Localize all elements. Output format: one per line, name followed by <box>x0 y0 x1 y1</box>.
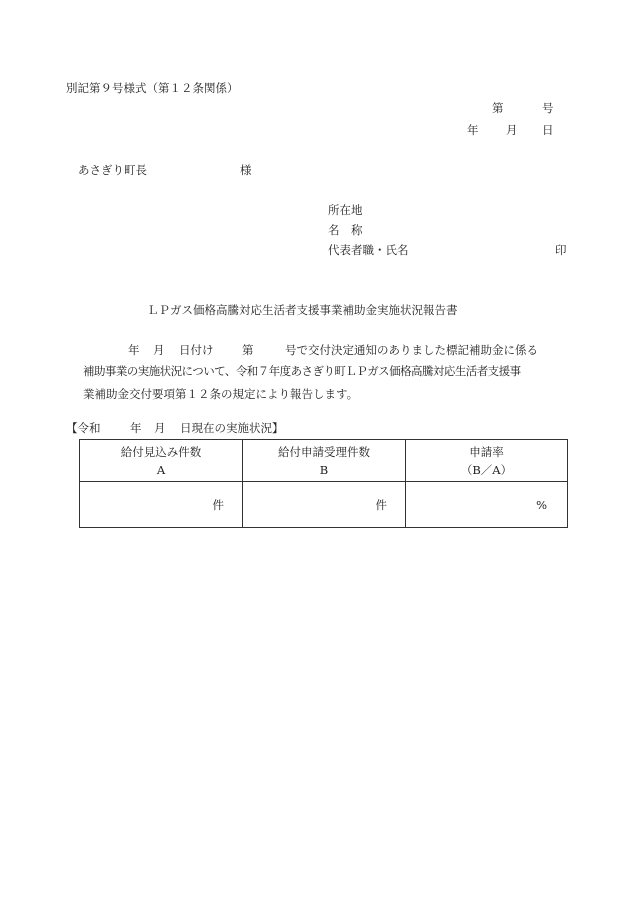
section-heading-suffix: 日現在の実施状況】 <box>180 421 284 435</box>
unit-label: 件 <box>375 497 387 512</box>
form-label: 別記第９号様式（第１２条関係） <box>66 81 239 95</box>
header-cell-received-count <box>243 440 406 482</box>
addressee-honorific: 様 <box>240 163 252 177</box>
date-day: 日 <box>542 123 554 137</box>
doc-number-suffix: 号 <box>542 101 554 115</box>
header-cell-application-rate <box>406 440 568 482</box>
value-cell-received-count[interactable] <box>243 482 406 528</box>
applicant-name-label: 名 称 <box>328 223 363 237</box>
value-cell-application-rate[interactable] <box>406 482 568 528</box>
body-line-3: 業補助金交付要項第１２条の規定により報告します。 <box>83 387 359 401</box>
section-heading-year: 年 <box>130 421 142 435</box>
body-paragraph <box>83 360 569 406</box>
body-line-2: 補助事業の実施状況について、令和７年度あさぎり町ＬＰガス価格高騰対応生活者支援事 <box>83 364 521 378</box>
body-line1-rest: 号で交付決定通知のありました標記補助金に係る <box>285 343 538 357</box>
value-cell-expected-count[interactable] <box>80 482 243 528</box>
date-month: 月 <box>506 123 518 137</box>
seal-mark: 印 <box>555 243 567 257</box>
applicant-representative-label: 代表者職・氏名 <box>328 243 409 257</box>
header-title: 申請率 <box>469 444 504 459</box>
date-year: 年 <box>467 123 479 137</box>
body-year: 年 <box>128 343 140 357</box>
header-sub: B <box>319 462 329 477</box>
body-date-suffix: 日付け <box>179 343 214 357</box>
section-heading-prefix: 【令和 <box>66 421 101 435</box>
section-heading-month: 月 <box>154 421 166 435</box>
unit-label: 件 <box>212 497 224 512</box>
header-sub: （B／A） <box>460 462 513 477</box>
unit-label: % <box>536 497 547 512</box>
status-table <box>79 439 568 528</box>
doc-number-prefix: 第 <box>492 101 504 115</box>
document-title: ＬＰガス価格高騰対応生活者支援事業補助金実施状況報告書 <box>147 303 458 317</box>
header-title: 給付見込み件数 <box>120 444 202 459</box>
header-sub: A <box>156 462 166 477</box>
table-header-row <box>80 440 568 482</box>
addressee-name: あさぎり町長 <box>78 163 147 177</box>
header-title: 給付申請受理件数 <box>278 444 370 459</box>
header-cell-expected-count <box>80 440 243 482</box>
table-row <box>80 482 568 528</box>
body-number-prefix: 第 <box>242 343 254 357</box>
applicant-address-label: 所在地 <box>328 203 363 217</box>
body-month: 月 <box>153 343 165 357</box>
